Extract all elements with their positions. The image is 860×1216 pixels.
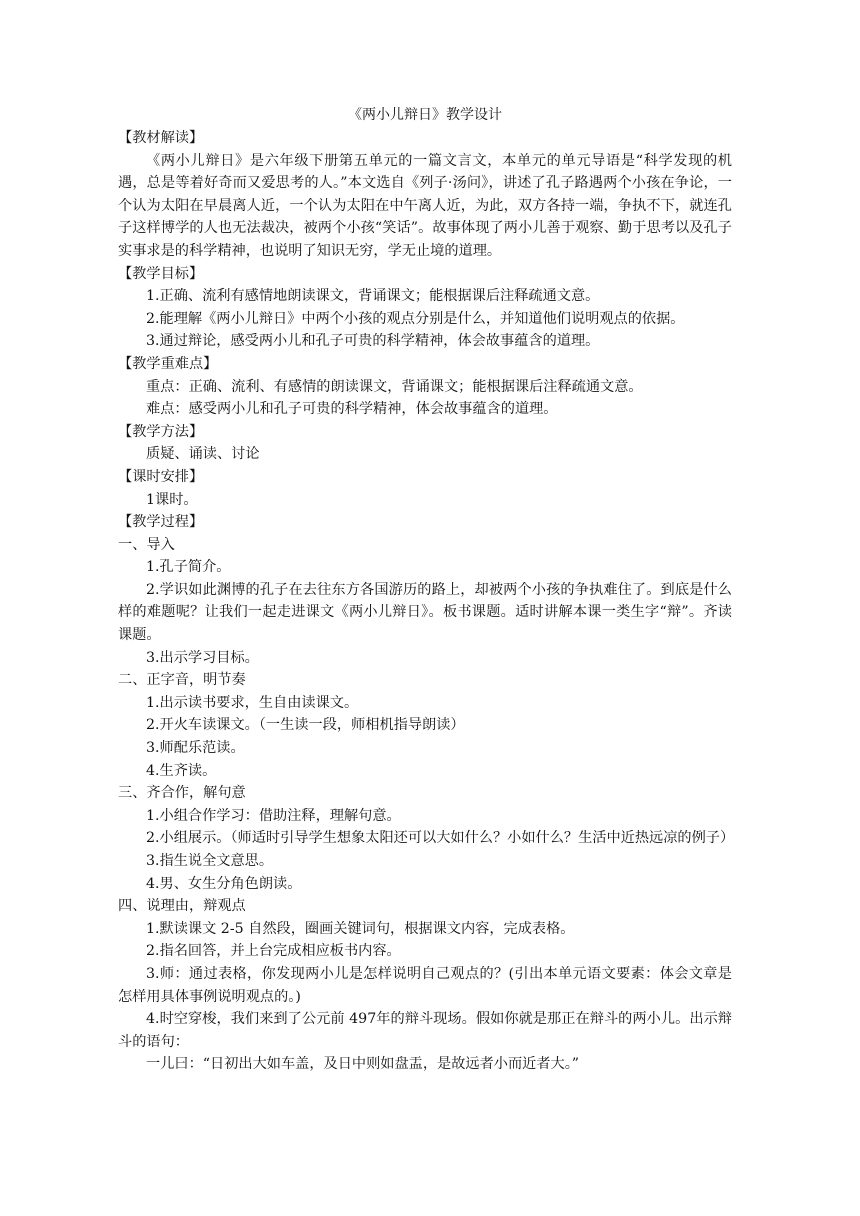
goal-item: 1.正确、流利有感情地朗读课文，背诵课文；能根据课后注释疏通文意。 xyxy=(146,288,600,305)
process-item: 2.指名回答，并上台完成相应板书内容。 xyxy=(146,943,401,960)
process-part-title: 二、正字音，明节奏 xyxy=(118,672,246,689)
goal-item: 3.通过辩论，感受两小儿和孔子可贵的科学精神，体会故事蕴含的道理。 xyxy=(146,333,600,350)
section-heading-material: 【教材解读】 xyxy=(118,130,204,146)
process-item: 1.出示读书要求，生自由读课文。 xyxy=(146,694,359,711)
material-paragraph: 《两小儿辩日》是六年级下册第五单元的一篇文言文，本单元的单元导语是“科学发现的机遇，总是等着好奇而又爱思考的人。”本文选自《列子·汤问》，讲述了孔子路遇两个小孩在争论，一个认为太阳在早晨离人近，一个认为太阳在中午离人近，为此，双方各持一端，争执不下，就连孔子这样博学的人也无法裁决，被两个小孩“笑话”。故事体现了两小儿善于观察、勤于思考以及孔子实事求是的科学精神，也说明了知识无穷，学无止境的道理。 xyxy=(118,152,732,259)
document-title: 《两小儿辩日》教学设计 xyxy=(348,107,502,123)
process-item: 3.师配乐范读。 xyxy=(146,740,245,757)
schedule-text: 1课时。 xyxy=(146,491,198,508)
process-part-title: 四、说理由，辩观点 xyxy=(118,898,246,915)
process-part-title: 三、齐合作，解句意 xyxy=(118,785,246,802)
goal-item: 2.能理解《两小儿辩日》中两个小孩的观点分别是什么，并知道他们说明观点的依据。 xyxy=(146,310,685,327)
process-part-title: 一、导入 xyxy=(118,536,175,553)
process-item: 1.小组合作学习：借助注释，理解句意。 xyxy=(146,807,401,824)
process-item: 3.师：通过表格，你发现两小儿是怎样说明自己观点的？(引出本单元语文要素：体会文章是怎样用具体事例说明观点的。) xyxy=(118,965,732,1005)
section-heading-keypoints: 【教学重难点】 xyxy=(118,355,218,372)
process-quote: 一儿曰：“日初出大如车盖，及日中则如盘盂，是故远者小而近者大。” xyxy=(146,1056,580,1073)
keypoint-item: 难点：感受两小儿和孔子可贵的科学精神，体会故事蕴含的道理。 xyxy=(146,401,558,418)
section-heading-process: 【教学过程】 xyxy=(118,514,204,531)
process-item: 4.时空穿梭，我们来到了公元前 497年的辩斗现场。假如你就是那正在辩斗的两小儿。出示辩斗的语句： xyxy=(118,1011,732,1050)
process-item: 1.默读课文 2-5 自然段，圈画关键词句，根据课文内容，完成表格。 xyxy=(146,920,575,937)
process-item: 3.出示学习目标。 xyxy=(146,649,259,666)
keypoint-item: 重点：正确、流利、有感情的朗读课文，背诵课文；能根据课后注释疏通文意。 xyxy=(146,378,643,395)
section-heading-schedule: 【课时安排】 xyxy=(118,468,204,485)
process-item: 2.小组展示。（师适时引导学生想象太阳还可以大如什么？小如什么？生活中近热远凉的例子） xyxy=(146,830,735,847)
methods-text: 质疑、诵读、讨论 xyxy=(146,446,260,463)
process-item: 4.男、女生分角色朗读。 xyxy=(146,875,302,892)
section-heading-goals: 【教学目标】 xyxy=(118,265,204,282)
process-item: 1.孔子简介。 xyxy=(146,559,231,576)
process-item: 3.指生说全文意思。 xyxy=(146,853,274,869)
process-item: 4.生齐读。 xyxy=(146,762,217,779)
process-item: 2.开火车读课文。（一生读一段，师相机指导朗读） xyxy=(146,717,465,734)
section-heading-methods: 【教学方法】 xyxy=(118,423,204,440)
process-item: 2.学识如此渊博的孔子在去往东方各国游历的路上，却被两个小孩的争执难住了。到底是什么样的难题呢？让我们一起走进课文《两小儿辩日》。板书课题。适时讲解本课一类生字“辩”。齐读课题。 xyxy=(118,581,732,644)
